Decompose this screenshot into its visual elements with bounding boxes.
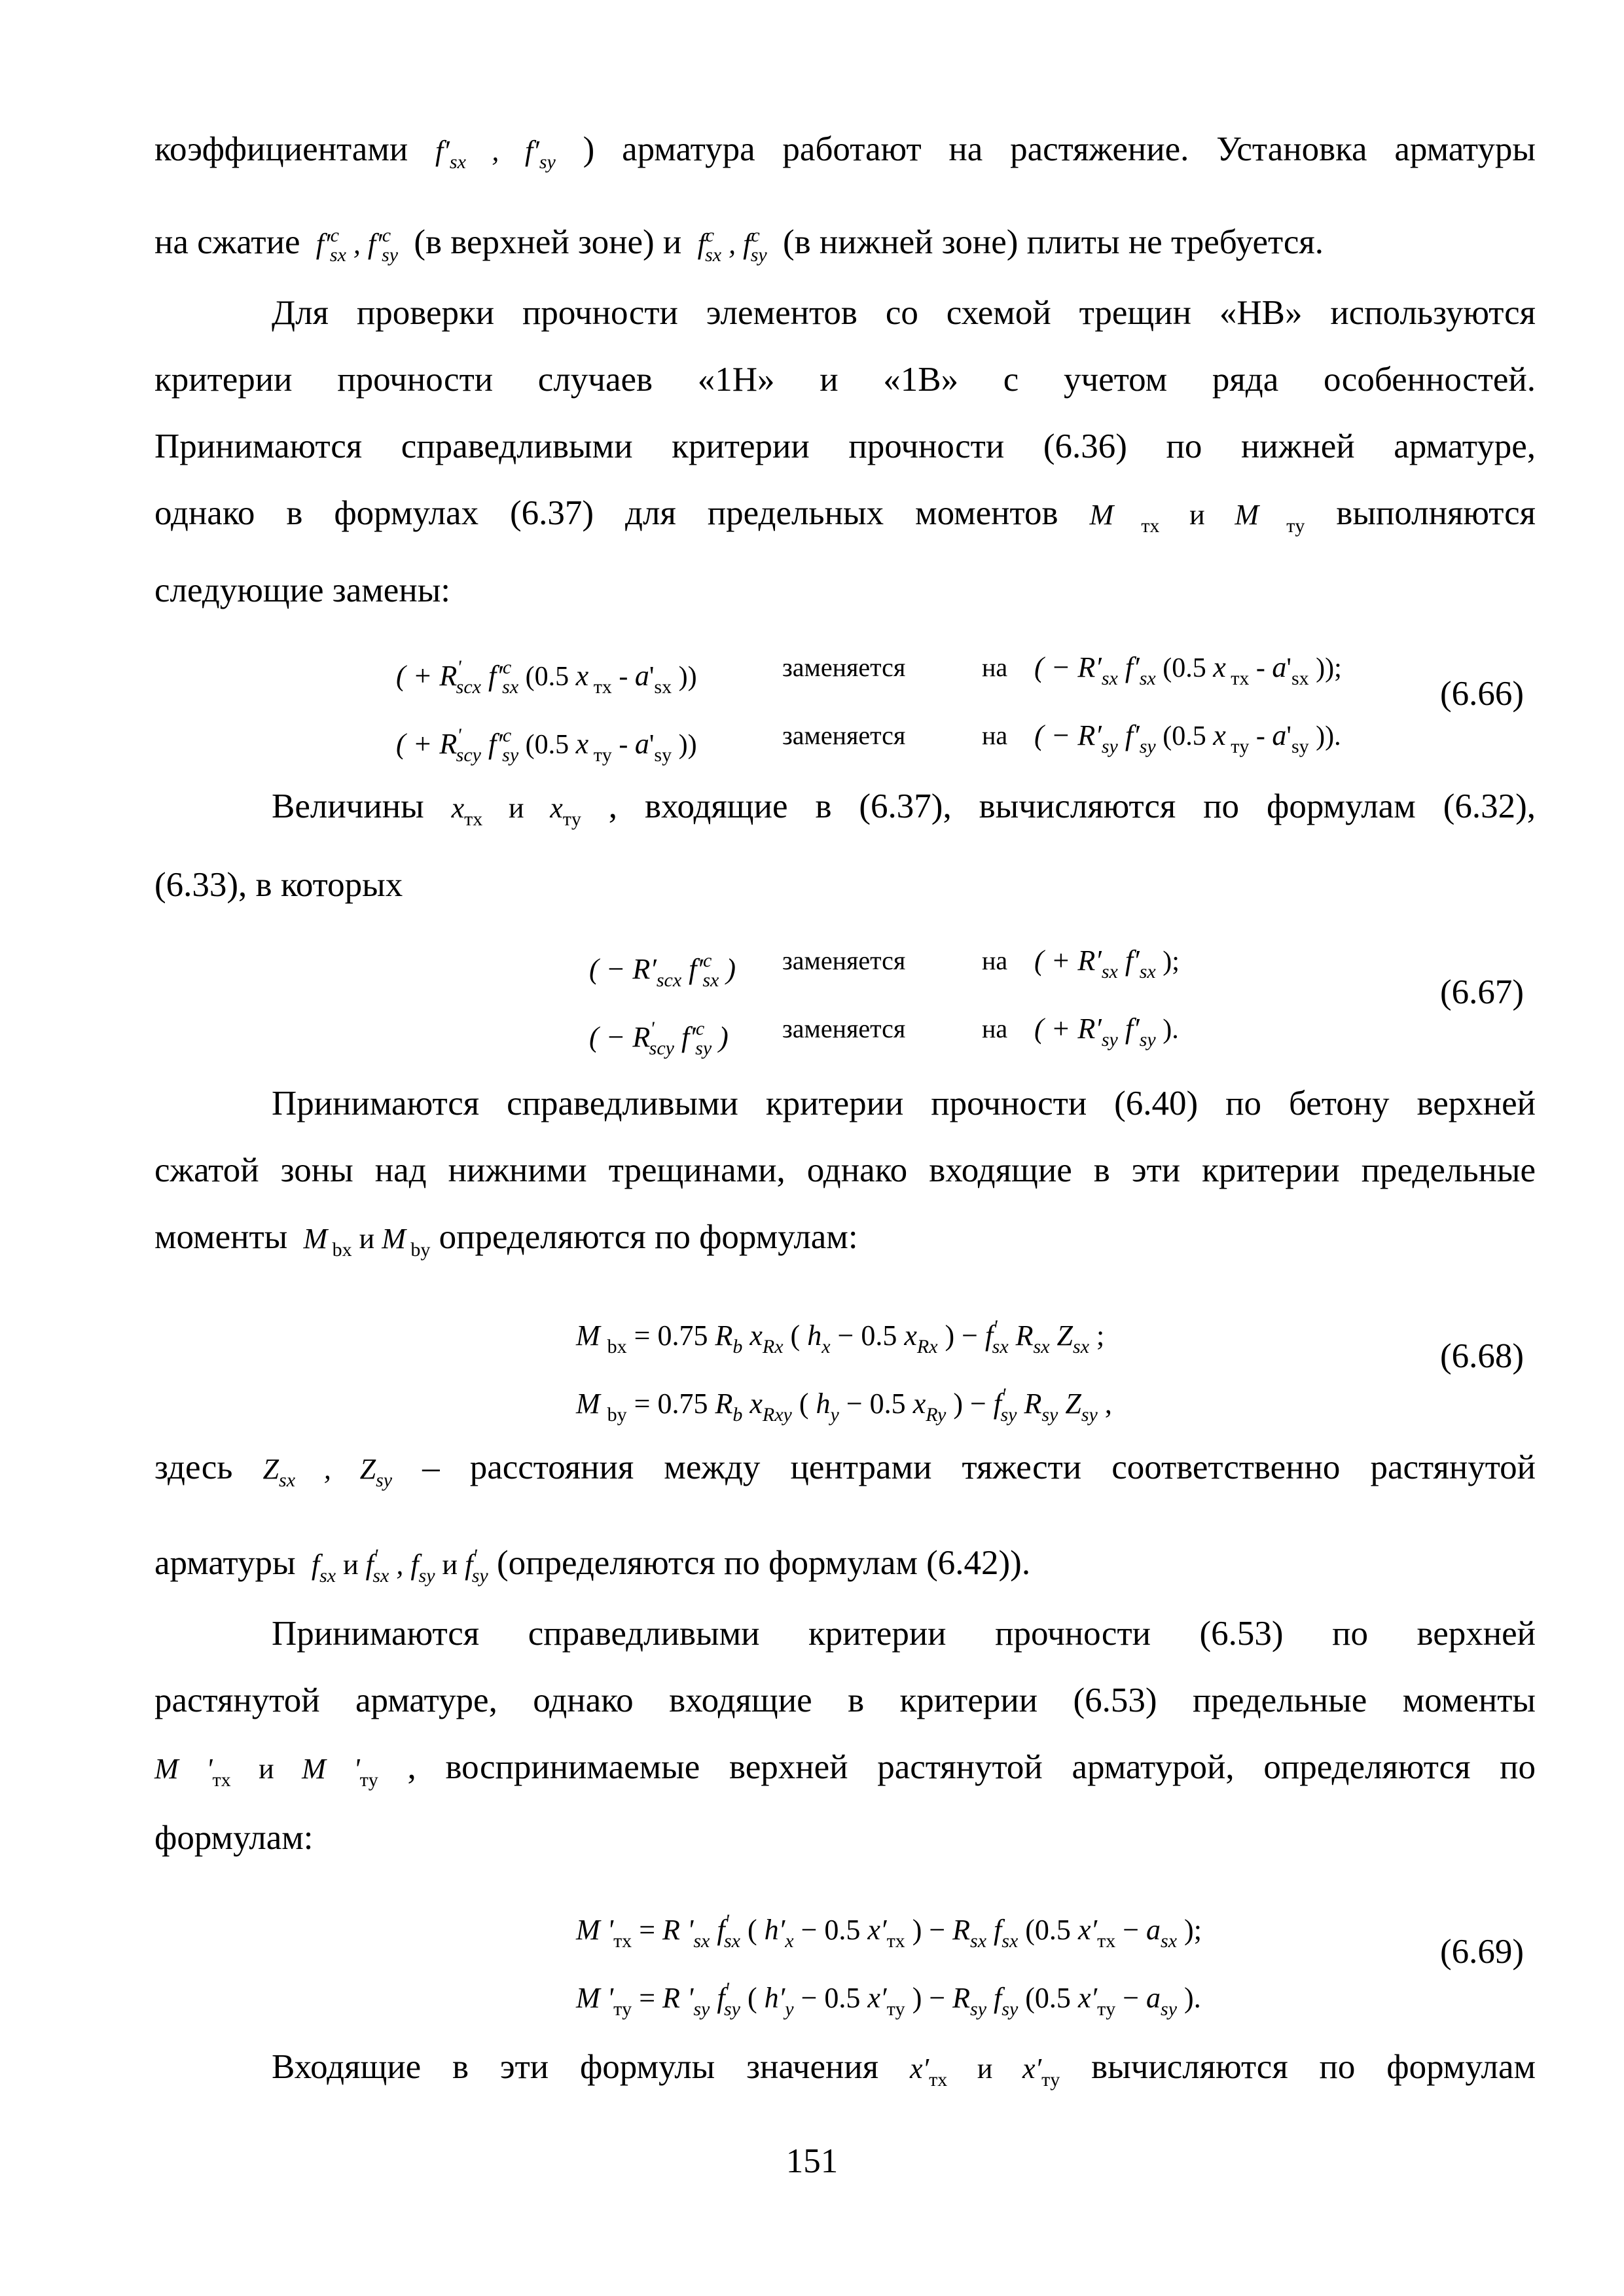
equation-word: на bbox=[982, 946, 1008, 975]
equation-line: ( + $R'_{scy}$ $f'^c_{sy}$ (0.5 x $_{тy} - a'_{sy}$ )) bbox=[396, 725, 697, 766]
math-inline: M '$_{тx}$ и M '$_{тy}$ bbox=[154, 1753, 378, 1791]
text-line: арматуры $f_{sx}$ и $f'_{sx}$ , $f_{sy}$ и $f'_{sy}$ (определяются по формулам (6.42)). bbox=[154, 1544, 1031, 1587]
math-inline: M $_{bx}$ и M $_{by}$ bbox=[296, 1223, 431, 1261]
text-line: критерии прочности случаев «1Н» и «1В» с учетом ряда особенностей. bbox=[154, 361, 1536, 399]
page-number: 151 bbox=[785, 2142, 839, 2180]
equation-number: (6.66) bbox=[1440, 675, 1525, 713]
equation-word: заменяется bbox=[782, 721, 906, 750]
math-inline: $f_{sx}$ и $f'_{sx}$ , $f_{sy}$ и $f'_{sy}$ bbox=[304, 1545, 488, 1587]
equation-line: M $_{bx}$ = 0.75 $R_b$ $x_{Rx}$ ( $h_x - 0.5$ $x_{Rx}$ ) − $f'_{sx}$ $R_{sx}$ $Z_{sx}$ ; bbox=[576, 1316, 1105, 1357]
text-line: Принимаются справедливыми критерии прочности (6.36) по нижней арматуре, bbox=[154, 427, 1536, 465]
equation-line: M $_{by}$ = 0.75 $R_b$ $x_{Rxy}$ ( $h_y - 0.5$ $x_{Ry}$ ) − $f'_{sy}$ $R_{sy}$ $Z_{sy}$ , bbox=[576, 1384, 1112, 1426]
equation-number: (6.68) bbox=[1440, 1337, 1525, 1375]
equation-line: ( − $R'_{sy}$ $f'_{sy}$ (0.5 x $_{тy} - a'_{sy}$ )). bbox=[1034, 719, 1341, 757]
equation-line: ( + $R'_{sx}$ $f'_{sx}$ ); bbox=[1034, 944, 1180, 982]
math-inline: $x_{тx}$ и $x_{тy}$ bbox=[451, 792, 581, 830]
text-line: растянутой арматуре, однако входящие в критерии (6.53) предельные моменты bbox=[154, 1681, 1536, 1719]
equation-number: (6.69) bbox=[1440, 1933, 1525, 1971]
text-line: на сжатие $f'^c_{sx}$ , $f'^c_{sy}$ (в верхней зоне) и $f^c_{sx}$ , $f^c_{sy}$ (в нижней зоне) плиты не требуется. bbox=[154, 223, 1324, 266]
equation-word: на bbox=[982, 1014, 1008, 1043]
text-line: однако в формулах (6.37) для предельных моментов M $_{тx}$ и M $_{тy}$ выполняются bbox=[154, 494, 1536, 537]
equation-word: на bbox=[982, 721, 1008, 750]
math-inline: M $_{тx}$ и M $_{тy}$ bbox=[1089, 499, 1305, 537]
equation-line: ( + $R'_{scx}$ $f'^c_{sx}$ (0.5 x $_{тx} - a'_{sx}$ )) bbox=[396, 656, 697, 698]
equation-line: M '$_{тx} = R$ '$_{sx}$ $f'_{sx}$ ( $h'_x - 0.5$ $x'_{тx}$ ) − $R_{sx}$ $f_{sx}$ (0.5 $x'_{тx} - a_{sx}$ ); bbox=[576, 1910, 1202, 1952]
text-line: Для проверки прочности элементов со схемой трещин «НВ» используются bbox=[272, 294, 1536, 332]
text-line: моменты M $_{bx}$ и M $_{by}$ определяются по формулам: bbox=[154, 1218, 858, 1261]
text-line: Величины $x_{тx}$ и $x_{тy}$ , входящие в (6.37), вычисляются по формулам (6.32), bbox=[272, 787, 1536, 830]
math-inline: $f^c_{sx}$ , $f^c_{sy}$ bbox=[690, 224, 767, 266]
text-line: коэффициентами $f'_{sx}$ , $f'_{sy}$ ) арматура работают на растяжение. Установка арматуры bbox=[154, 130, 1536, 173]
equation-line: ( − $R'_{scy}$ $f'^c_{sy}$ ) bbox=[589, 1018, 729, 1059]
text-line: следующие замены: bbox=[154, 571, 451, 609]
equation-word: заменяется bbox=[782, 653, 906, 682]
text-line: Принимаются справедливыми критерии прочности (6.40) по бетону верхней bbox=[272, 1085, 1536, 1122]
text-line: (6.33), в которых bbox=[154, 866, 403, 904]
equation-word: на bbox=[982, 653, 1008, 682]
text-line: сжатой зоны над нижними трещинами, однако входящие в эти критерии предельные bbox=[154, 1151, 1536, 1189]
equation-line: M '$_{тy} = R$ '$_{sy}$ $f'_{sy}$ ( $h'_y - 0.5$ $x'_{тy}$ ) − $R_{sy}$ $f_{sy}$ (0.5 $x'_{тy} - a_{sy}$ ). bbox=[576, 1979, 1201, 2020]
equation-word: заменяется bbox=[782, 946, 906, 975]
text-line: здесь $Z_{sx}$ , $Z_{sy}$ – расстояния между центрами тяжести соответственно растянутой bbox=[154, 1448, 1536, 1491]
math-inline: $x'_{тx}$ и $x'_{тy}$ bbox=[909, 2053, 1060, 2090]
equation-number: (6.67) bbox=[1440, 973, 1525, 1011]
text-line: M '$_{тx}$ и M '$_{тy}$ , воспринимаемые верхней растянутой арматурой, определяются по bbox=[154, 1748, 1536, 1791]
text-line: формулам: bbox=[154, 1819, 314, 1857]
math-inline: $f'^c_{sx}$ , $f'^c_{sy}$ bbox=[308, 224, 399, 266]
equation-line: ( + $R'_{sy}$ $f'_{sy}$ ). bbox=[1034, 1013, 1179, 1050]
equation-line: ( − $R'_{scx}$ $f'^c_{sx}$ ) bbox=[589, 950, 736, 991]
equation-word: заменяется bbox=[782, 1014, 906, 1043]
text-line: Входящие в эти формулы значения $x'_{тx}$ и $x'_{тy}$ вычисляются по формулам bbox=[272, 2048, 1536, 2090]
math-inline: $Z_{sx}$ , $Z_{sy}$ bbox=[262, 1453, 393, 1491]
text-line: Принимаются справедливыми критерии прочности (6.53) по верхней bbox=[272, 1615, 1536, 1653]
equation-line: ( − $R'_{sx}$ $f'_{sx}$ (0.5 x $_{тx} - a'_{sx}$ )); bbox=[1034, 651, 1342, 689]
math-inline: $f'_{sx}$ , $f'_{sy}$ bbox=[435, 135, 556, 173]
